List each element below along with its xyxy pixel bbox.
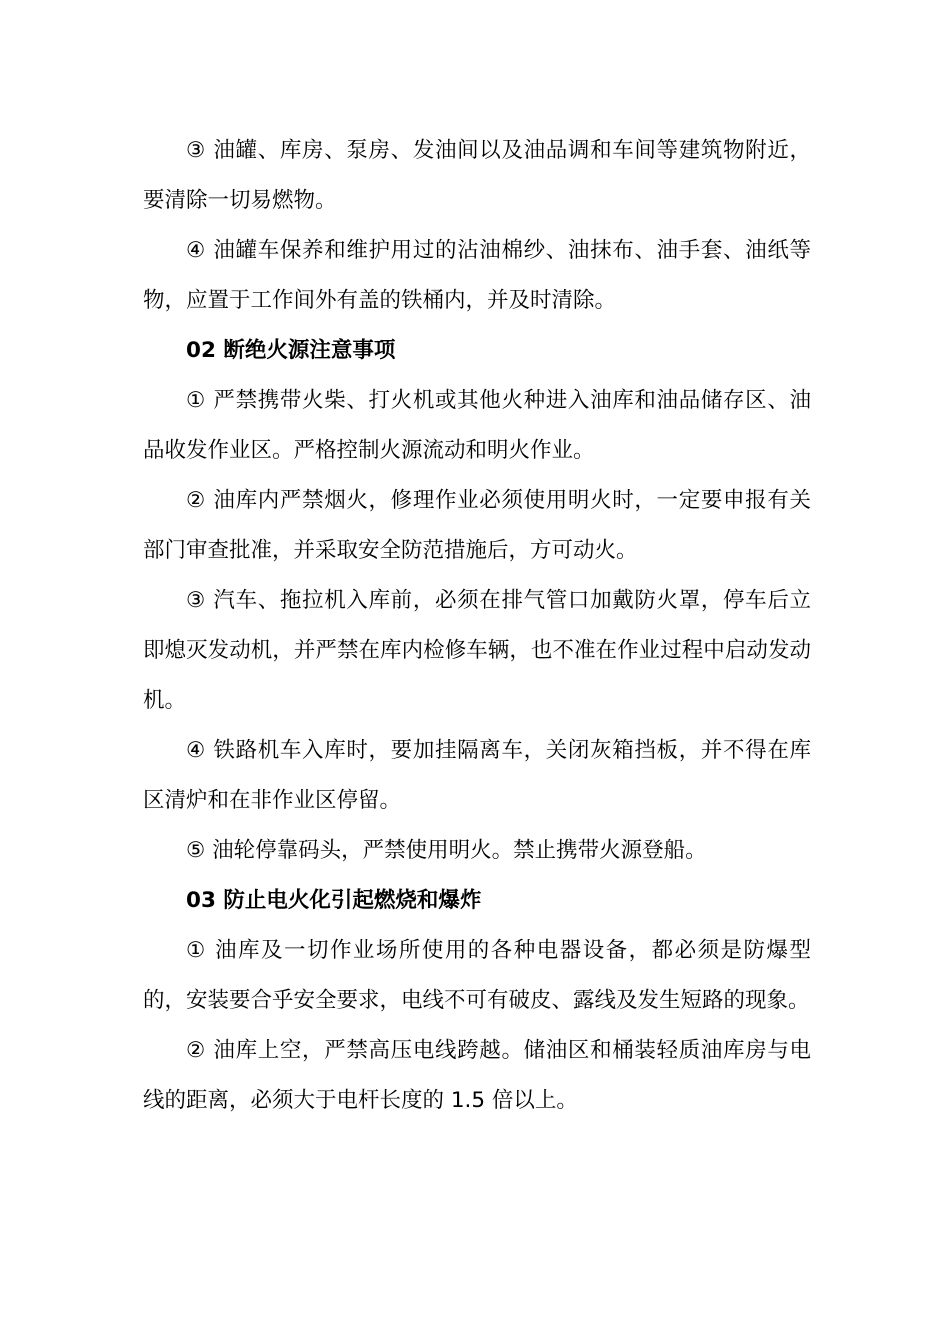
- paragraph-item-2-power-lines: ② 油库上空，严禁高压电线跨越。储油区和桶装轻质油库房与电线的距离，必须大于电杆长度的 1.5 倍以上。: [143, 1038, 811, 1113]
- paragraph-item-4-oily-waste: ④ 油罐车保养和维护用过的沾油棉纱、油抹布、油手套、油纸等物，应置于工作间外有盖的铁桶内，并及时清除。: [143, 238, 811, 313]
- paragraph-item-1-electrical: ① 油库及一切作业场所使用的各种电器设备，都必须是防爆型的，安装要合乎安全要求，电线不可有破皮、露线及发生短路的现象。: [143, 938, 811, 1013]
- section-heading-02: 02 断绝火源注意事项: [186, 338, 396, 363]
- paragraph-item-3-cleanup: ③ 油罐、库房、泵房、发油间以及油品调和车间等建筑物附近，要清除一切易燃物。: [143, 138, 811, 213]
- paragraph-item-1-no-fire-source: ① 严禁携带火柴、打火机或其他火种进入油库和油品储存区、油品收发作业区。严格控制火源流动和明火作业。: [143, 388, 811, 463]
- document-body: [143, 126, 811, 1126]
- section-heading-03: 03 防止电火化引起燃烧和爆炸: [186, 888, 482, 913]
- paragraph-item-5-tankers: ⑤ 油轮停靠码头，严禁使用明火。禁止携带火源登船。: [186, 838, 707, 863]
- paragraph-item-4-locomotives: ④ 铁路机车入库时，要加挂隔离车，关闭灰箱挡板，并不得在库区清炉和在非作业区停留。: [143, 738, 811, 813]
- paragraph-item-2-no-smoking: ② 油库内严禁烟火，修理作业必须使用明火时，一定要申报有关部门审查批准，并采取安全防范措施后，方可动火。: [143, 488, 811, 563]
- paragraph-item-3-vehicles: ③ 汽车、拖拉机入库前，必须在排气管口加戴防火罩，停车后立即熄灭发动机，并严禁在库内检修车辆，也不准在作业过程中启动发动机。: [143, 588, 811, 713]
